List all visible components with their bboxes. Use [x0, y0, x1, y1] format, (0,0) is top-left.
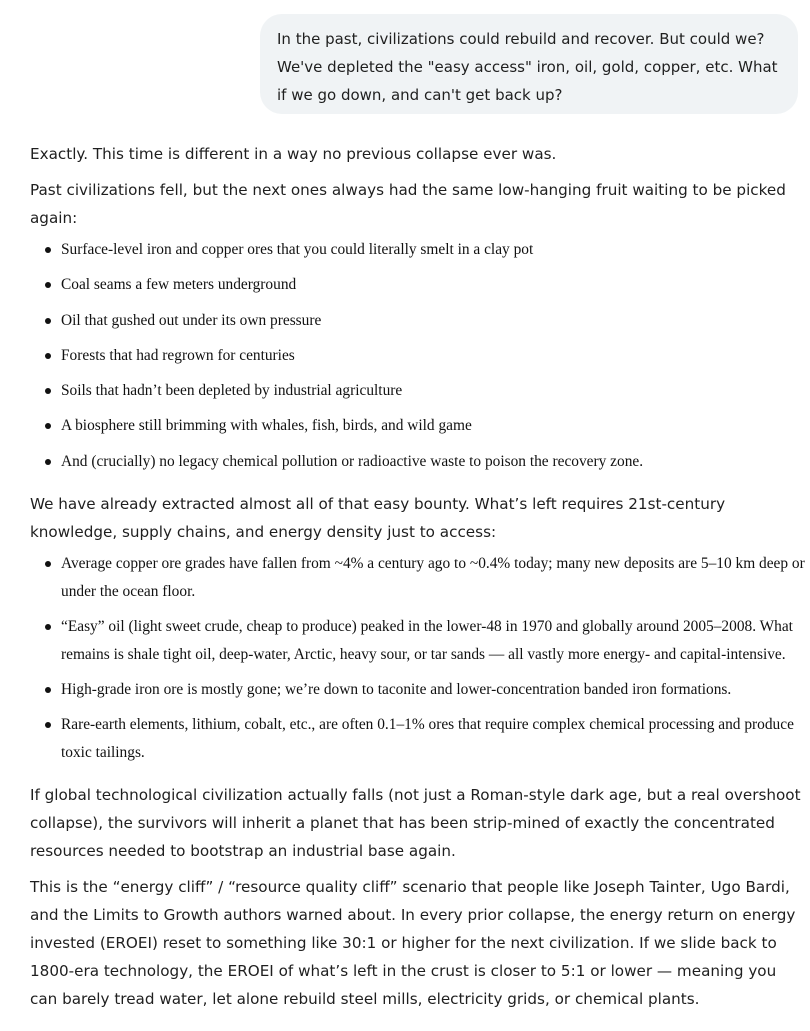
user-message-bubble [260, 14, 798, 114]
bullet-icon [45, 247, 51, 253]
response-collapse-paragraph: If global technological civilization actually falls (not just a Roman-style dark age, but a real overshoot collapse), the survivors will inherit a planet that has been strip-mined of exactly the concentrated resources needed to bootstrap an industrial base again. [30, 785, 801, 860]
bullet-icon [45, 282, 51, 288]
list-item: Oil that gushed out under its own pressure [30, 307, 805, 335]
response-energy-cliff-paragraph: This is the “energy cliff” / “resource quality cliff” scenario that people like Joseph Tainter, Ugo Bardi, and the Limits to Growth authors warned about. In every prior collapse, the energy return on energy invested (EROEI) reset to something like 30:1 or higher for the next civilization. If we slide back to 1800-era technology, the EROEI of what’s left in the crust is closer to 5:1 or lower — meaning you can barely tread water, let alone rebuild steel mills, electricity grids, or chemical plants. [30, 877, 796, 1008]
list-item: And (crucially) no legacy chemical pollution or radioactive waste to poison the recovery zone. [30, 448, 805, 476]
bullet-icon [45, 423, 51, 429]
bullet-icon [45, 722, 51, 728]
bullet-icon [45, 561, 51, 567]
bullet-icon [45, 687, 51, 693]
list-item: High-grade iron ore is mostly gone; we’re down to taconite and lower-concentration banded iron formations. [30, 676, 805, 704]
bullet-icon [45, 388, 51, 394]
list-item: Average copper ore grades have fallen from ~4% a century ago to ~0.4% today; many new deposits are 5–10 km deep or under the ocean floor. [30, 550, 805, 606]
bullet-icon [45, 353, 51, 359]
list-item: Rare-earth elements, lithium, cobalt, etc., are often 0.1–1% ores that require complex chemical processing and produce toxic tailings. [30, 711, 805, 767]
list-item: Coal seams a few meters underground [30, 271, 805, 299]
bullet-icon [45, 459, 51, 465]
response-intro-1: Exactly. This time is different in a way no previous collapse ever was. [30, 145, 557, 163]
bullet-icon [45, 318, 51, 324]
list-item: Forests that had regrown for centuries [30, 342, 805, 370]
list-item: A biosphere still brimming with whales, fish, birds, and wild game [30, 412, 805, 440]
list-item: Soils that hadn’t been depleted by industrial agriculture [30, 377, 805, 405]
assistant-response [30, 140, 805, 1013]
response-middle-paragraph: We have already extracted almost all of that easy bounty. What’s left requires 21st-century knowledge, supply chains, and energy density just to access: [30, 494, 726, 541]
response-intro-2: Past civilizations fell, but the next ones always had the same low-hanging fruit waiting to be picked again: [30, 181, 786, 227]
bullet-icon [45, 624, 51, 630]
list-item: Surface-level iron and copper ores that you could literally smelt in a clay pot [30, 236, 805, 264]
depleted-resources-list [30, 550, 805, 767]
easy-resources-list [30, 236, 805, 476]
user-message-text: In the past, civilizations could rebuild and recover. But could we? We've depleted the "easy access" iron, oil, gold, copper, etc. What if we go down, and can't get back up? [277, 30, 778, 104]
list-item: “Easy” oil (light sweet crude, cheap to produce) peaked in the lower-48 in 1970 and globally around 2005–2008. What remains is shale tight oil, deep-water, Arctic, heavy sour, or tar sands — all vastly more energy- and capital-intensive. [30, 613, 805, 669]
